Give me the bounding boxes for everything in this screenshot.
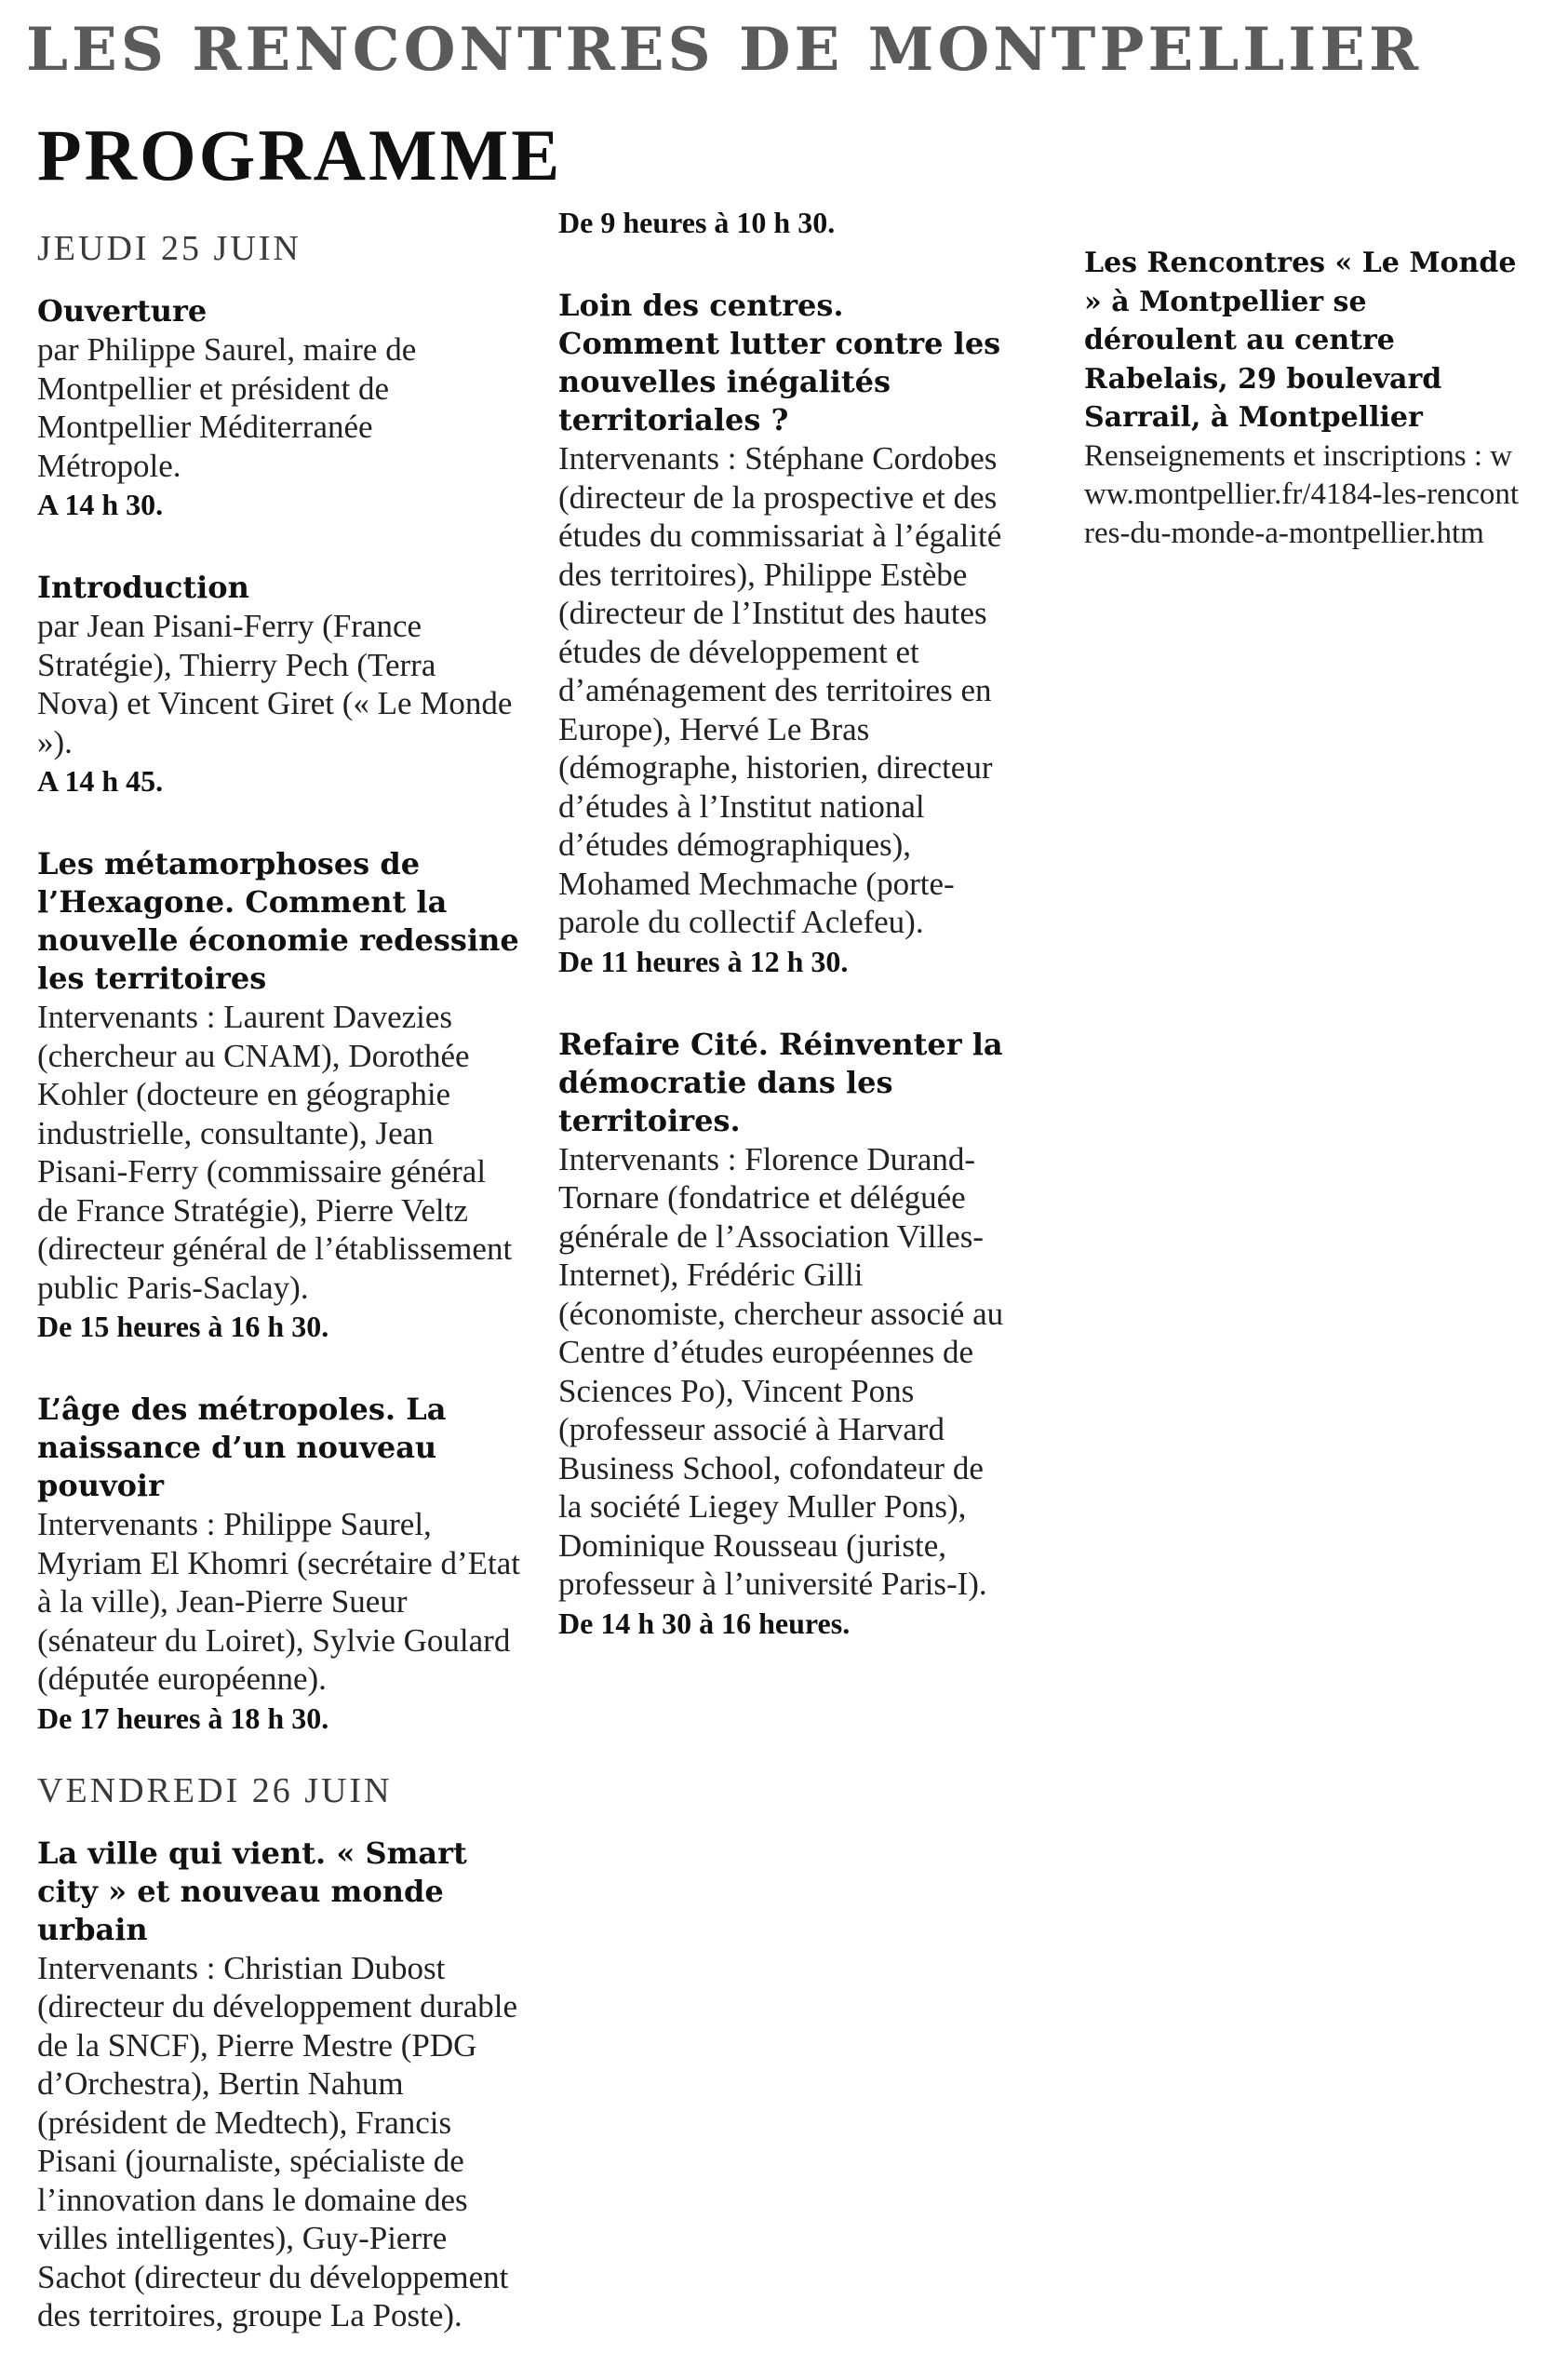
venue-info: Les Rencontres « Le Monde » à Montpellier se déroulent au centre Rabelais, 29 boulevard Sarrail, à Montpellier: [1084, 247, 1517, 434]
session-loin-des-centres: [558, 287, 1005, 981]
session-refaire-cite: [558, 1026, 1005, 1643]
session-description: [37, 1949, 521, 2335]
session-title: Introduction: [37, 570, 249, 605]
headline: LES RENCONTRES DE MONTPELLIER: [26, 15, 1423, 85]
session-opening: [37, 292, 521, 524]
session-description: Intervenants : Florence Durand-Tornare (fondatrice et déléguée générale de l’Association Villes-Internet), Frédéric Gilli (économiste, chercheur associé au Centre d’études européennes de Sciences Po), Vincent Pons (professeur associé à Harvard Business School, cofondateur de la société Liegey Muller Pons), Dominique Rousseau (juriste, professeur à l’université Paris-I).: [558, 1140, 1004, 1602]
session-title: Ouverture: [37, 293, 208, 329]
session-description: par Philippe Saurel, maire de Montpellier et président de Montpellier Méditerranée Métropole.: [37, 331, 417, 484]
session-title: L’âge des métropoles. La naissance d’un nouveau pouvoir: [37, 1392, 447, 1503]
column-1: [37, 231, 521, 2380]
session-introduction: [37, 569, 521, 800]
session-smart-city: [37, 1835, 521, 2335]
session-time: De 9 heures à 10 h 30.: [558, 206, 836, 239]
session-time: De 17 heures à 18 h 30.: [37, 1701, 329, 1735]
column-3: [1084, 244, 1521, 553]
session-description: Intervenants : Laurent Davezies (chercheur au CNAM), Dorothée Kohler (docteure en géographie industrielle, consultante), Jean Pisani-Ferry (commissaire général de France Stratégie), Pierre Veltz (directeur général de l’établissement public Paris-Saclay).: [37, 999, 513, 1306]
session-title: Loin des centres. Comment lutter contre les nouvelles inégalités territoriales ?: [558, 288, 1001, 437]
day-heading-thursday: JEUDI 25 JUIN: [37, 229, 302, 268]
page-title: PROGRAMME: [37, 114, 563, 195]
session-title: Les métamorphoses de l’Hexagone. Comment la nouvelle économie redessine les territoires: [37, 846, 519, 996]
session-description-text: Intervenants : Christian Dubost (directeur du développement durable de la SNCF), Pierre Mestre (PDG d’Orchestra), Bertin Nahum (président de Medtech), Francis Pisani (journaliste, spécialiste de l’innovation dans le domaine des villes intelligentes), Guy-Pierre Sachot (directeur du développement des territoires, groupe La Poste).: [37, 1949, 518, 2333]
session-time: De 15 heures à 16 h 30.: [37, 1310, 329, 1343]
session-time: De 11 heures à 12 h 30.: [558, 944, 849, 978]
registration-info: Renseignements et inscriptions : www.montpellier.fr/4184-les-rencontres-du-monde-a-montpellier.htm: [1084, 438, 1520, 550]
session-metamorphoses: [37, 845, 521, 1346]
session-metropoles: [37, 1391, 521, 1738]
session-smart-city-continued: [558, 203, 1005, 242]
session-title: La ville qui vient. « Smart city » et nouveau monde urbain: [37, 1835, 467, 1947]
session-time: De 14 h 30 à 16 heures.: [558, 1606, 851, 1640]
day-heading-friday: VENDREDI 26 JUIN: [37, 1770, 393, 1810]
session-description: par Jean Pisani-Ferry (France Stratégie), Thierry Pech (Terra Nova) et Vincent Giret (« Le Monde »).: [37, 608, 513, 760]
session-description: Intervenants : Philippe Saurel, Myriam El Khomri (secrétaire d’Etat à la ville), Jean-Pierre Sueur (sénateur du Loiret), Sylvie Goulard (députée européenne).: [37, 1506, 520, 1697]
column-2: [558, 203, 1005, 1688]
session-description: Intervenants : Stéphane Cordobes (directeur de la prospective et des études du commissariat à l’égalité des territoires), Philippe Estèbe (directeur de l’Institut des hautes études de développement et d’aménagement des territoires en Europe), Hervé Le Bras (démographe, historien, directeur d’études à l’Institut national d’études démographiques), Mohamed Mechmache (porte-parole du collectif Aclefeu).: [558, 440, 1002, 940]
session-time: A 14 h 45.: [37, 764, 164, 798]
session-title: Refaire Cité. Réinventer la démocratie dans les territoires.: [558, 1026, 1003, 1138]
session-time: A 14 h 30.: [37, 488, 164, 521]
